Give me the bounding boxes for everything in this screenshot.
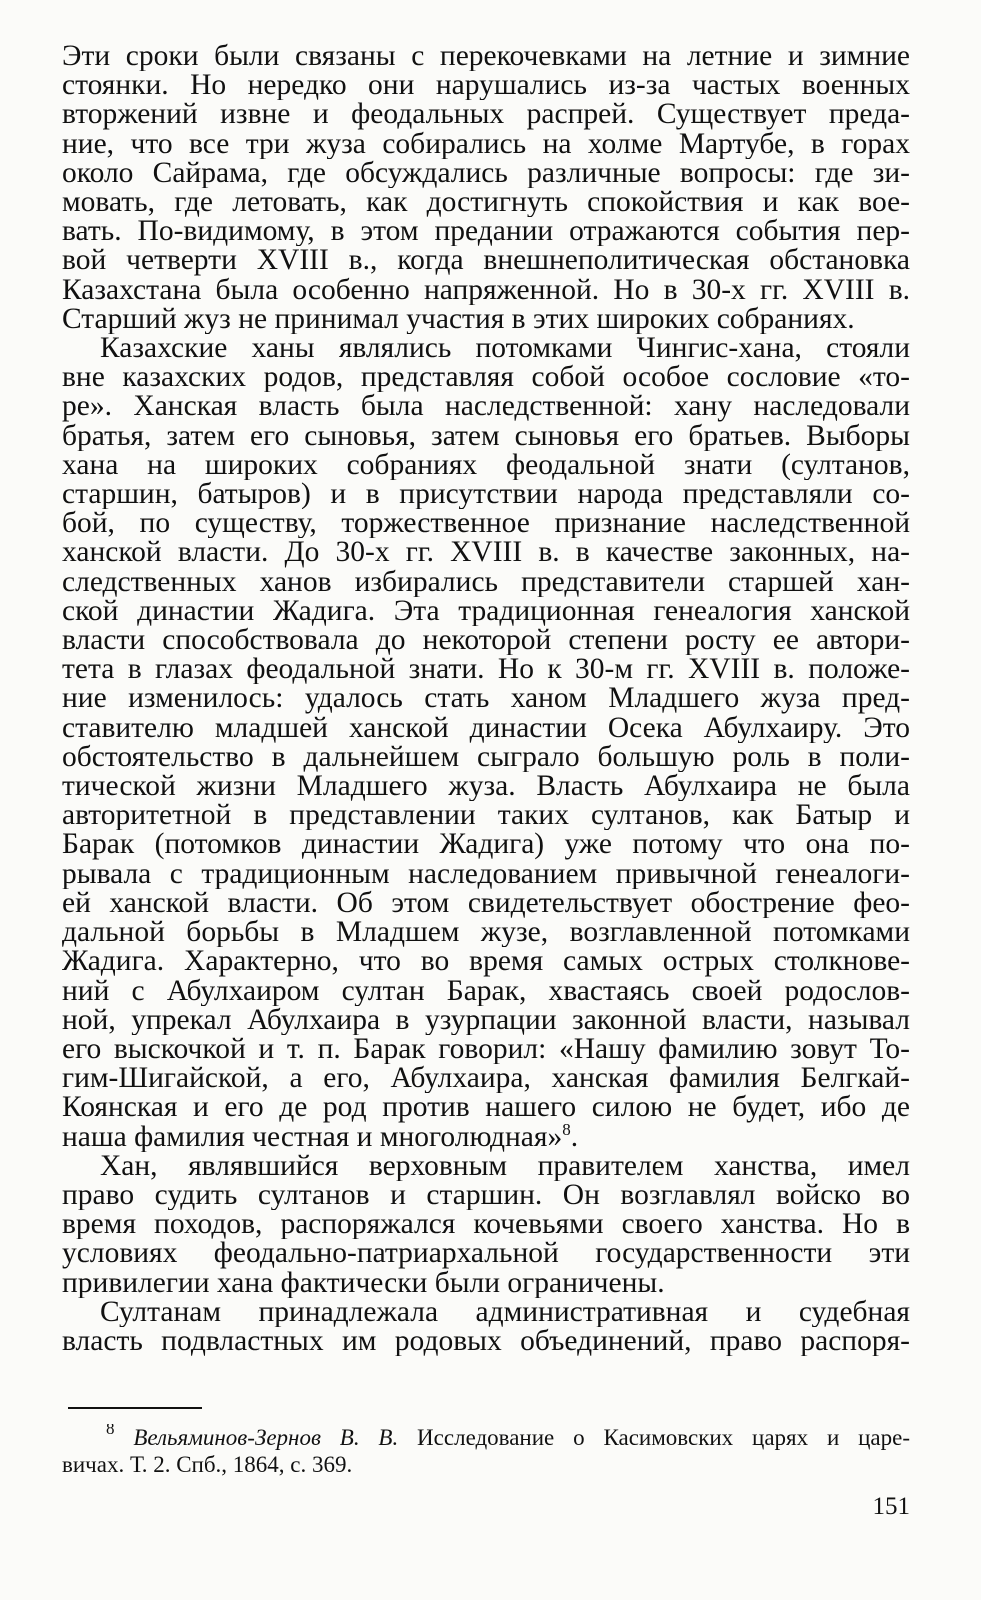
text-line: условиях феодально-патриархальной государственности эти: [62, 1239, 910, 1269]
main-text: [62, 42, 910, 1356]
text-line: Эти сроки были связаны с перекочевками на летние и зимние: [62, 42, 910, 72]
text-line: время походов, распоряжался кочевьями своего ханства. Но в: [62, 1210, 910, 1240]
text-line: ской династии Жадига. Эта традиционная генеалогия ханской: [62, 596, 910, 627]
text-line: привилегии хана фактически были ограничены.: [62, 1268, 665, 1298]
text-line: власти способствовала до некоторой степени росту ее автори-: [62, 626, 910, 656]
footnote-reference[interactable]: 8: [562, 1122, 571, 1139]
text-line: вторжений извне и феодальных распрей. Существует преда-: [62, 100, 910, 130]
footnote-marker: 8: [106, 1424, 115, 1438]
text-line: ной, упрекал Абулхаира в узурпации законной власти, называл: [62, 1005, 910, 1035]
text-line: тической жизни Младшего жуза. Власть Абулхаира не была: [62, 772, 910, 802]
text-line: около Сайрама, где обсуждались различные вопросы: где зи-: [62, 158, 910, 189]
text-line: обстоятельство в дальнейшем сыграло большую роль в поли-: [62, 742, 910, 773]
text-line: вне казахских родов, представляя собой особое сословие «то-: [62, 363, 910, 393]
footnote-line: вичах. Т. 2. Спб., 1864, с. 369.: [62, 1452, 353, 1477]
footnote-line: [62, 1424, 910, 1451]
text-line-with-note: [62, 1123, 910, 1152]
text-line: хана на широких собраниях феодальной знати (султанов,: [62, 450, 910, 481]
text-line: старшин, батыров) и в присутствии народа представляли со-: [62, 480, 910, 510]
text-line: следственных ханов избирались представители старшей хан-: [62, 567, 910, 597]
text-line: ей ханской власти. Об этом свидетельствует обострение фео-: [62, 888, 910, 919]
text-line: ние изменилось: удалось стать ханом Младшего жуза пред-: [62, 684, 910, 714]
footnote: [62, 1424, 910, 1478]
text-line: Коянская и его де род против нашего силою не будет, ибо де: [62, 1093, 910, 1123]
footnote-author: Вельяминов-Зернов В. В.: [133, 1425, 399, 1450]
text-line: авторитетной в представлении таких султанов, как Батыр и: [62, 801, 910, 831]
text-line: власть подвластных им родовых объединений, право распоря-: [62, 1326, 910, 1357]
text-line: вой четверти XVIII в., когда внешнеполитическая обстановка: [62, 246, 910, 276]
text-line: ре». Ханская власть была наследственной: хану наследовали: [62, 392, 910, 422]
paragraph-2: [62, 334, 910, 1152]
text-line: Султанам принадлежала административная и судебная: [100, 1297, 910, 1327]
text-line: Казахские ханы являлись потомками Чингис-хана, стояли: [100, 334, 910, 364]
text-line: Барак (потомков династии Жадига) уже потому что она по-: [62, 830, 910, 860]
text-line: тета в глазах феодальной знати. Но к 30-м гг. XVIII в. положе-: [62, 655, 910, 685]
text-line: братья, затем его сыновья, затем сыновья его братьев. Выборы: [62, 421, 910, 451]
text-line: дальной борьбы в Младшем жузе, возглавленной потомками: [62, 918, 910, 948]
text-line: стоянки. Но нередко они нарушались из-за частых военных: [62, 71, 910, 101]
text-line: мовать, где летовать, как достигнуть спокойствия и как вое-: [62, 188, 910, 218]
text-line: Казахстана была особенно напряженной. Но в 30-х гг. XVIII в.: [62, 275, 910, 305]
text-line: Хан, являвшийся верховным правителем ханства, имел: [100, 1151, 910, 1181]
text-line: вать. По-видимому, в этом предании отражаются события пер-: [62, 217, 910, 247]
paragraph-1: [62, 42, 910, 334]
text-line: рывала с традиционным наследованием привычной генеалоги-: [62, 859, 910, 889]
paragraph-3: [62, 1152, 910, 1298]
text-line: бой, по существу, торжественное признание наследственной: [62, 509, 910, 539]
footnote-title: Исследование о Касимовских царях и царе-: [398, 1425, 910, 1450]
page-number: 151: [872, 1493, 910, 1520]
text-line: ханской власти. До 30-х гг. XVIII в. в качестве законных, на-: [62, 538, 910, 568]
text-line: Старший жуз не принимал участия в этих широких собраниях.: [62, 304, 855, 335]
text-line: Жадига. Характерно, что во время самых острых столкнове-: [62, 947, 910, 977]
text-line: его выскочкой и т. п. Барак говорил: «Нашу фамилию зовут То-: [62, 1034, 910, 1065]
text-line: ний с Абулхаиром султан Барак, хвастаясь своей родослов-: [62, 976, 910, 1006]
footnote-divider: [68, 1407, 202, 1409]
text-line-content: наша фамилия честная и многолюдная»: [62, 1122, 563, 1152]
text-line: ние, что все три жуза собирались на холме Мартубе, в горах: [62, 129, 910, 159]
paragraph-4: [62, 1298, 910, 1356]
text-line: право судить султанов и старшин. Он возглавлял войско во: [62, 1180, 910, 1211]
text-line: гим-Шигайской, а его, Абулхаира, ханская фамилия Белгкай-: [62, 1064, 910, 1094]
text-line: ставителю младшей ханской династии Осека Абулхаиру. Это: [62, 713, 910, 743]
sentence-end: .: [570, 1122, 579, 1152]
